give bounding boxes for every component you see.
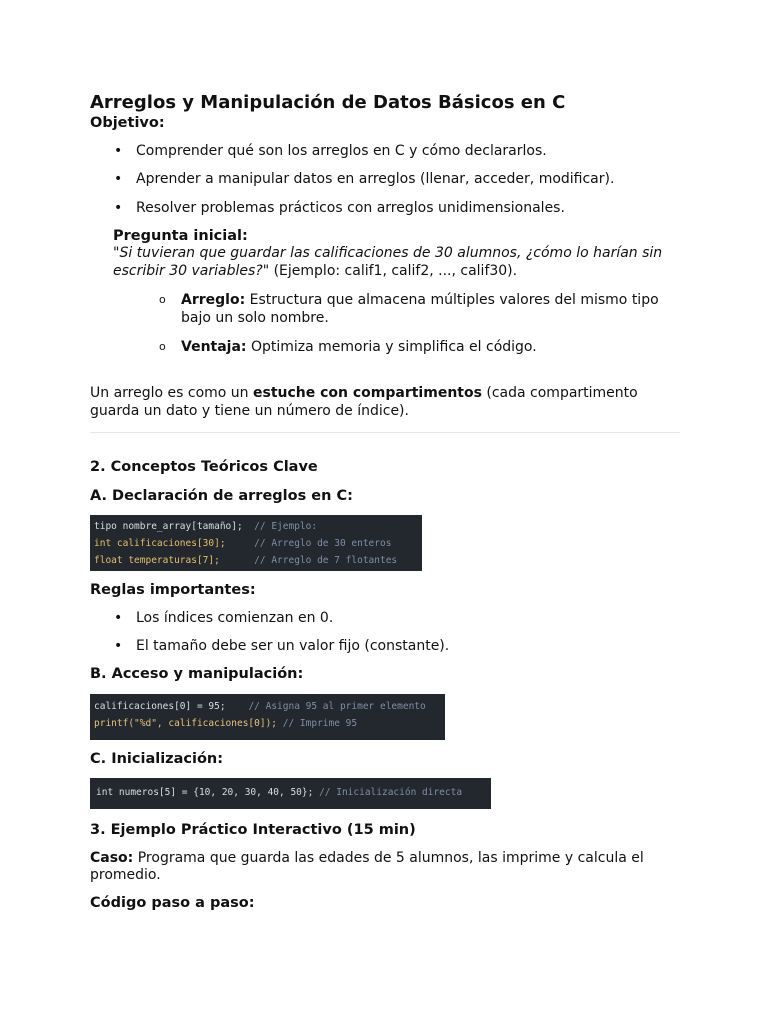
section-c-heading: C. Inicialización:	[90, 751, 224, 767]
pregunta-line-1	[113, 245, 662, 261]
bullet-icon: •	[114, 638, 123, 654]
section-b-heading: B. Acceso y manipulación:	[90, 666, 304, 682]
code-text: int calificaciones[30];	[94, 538, 226, 549]
bullet-icon: •	[114, 200, 123, 216]
circle-bullet-icon: o	[159, 293, 166, 306]
code-comment: // Asigna 95 al primer elemento	[225, 701, 426, 712]
section-a-heading: A. Declaración de arreglos en C:	[90, 488, 353, 504]
sub-item-ventaja	[159, 339, 537, 355]
def-arreglo-line-2: bajo un solo nombre.	[181, 310, 329, 326]
caso-line-2: promedio.	[90, 867, 161, 883]
section-3-heading: 3. Ejemplo Práctico Interactivo (15 min)	[90, 822, 416, 838]
pregunta-example: " (Ejemplo: calif1, calif2, ..., calif30).	[262, 263, 518, 279]
page-title: Arreglos y Manipulación de Datos Básicos en C	[90, 92, 566, 113]
code-text: printf("%d", calificaciones[0]);	[94, 718, 278, 729]
list-item	[114, 610, 334, 626]
pregunta-quote-1: "Si tuvieran que guardar las calificaciones de 30 alumnos, ¿cómo lo harían sin	[113, 245, 663, 261]
pregunta-quote-2: escribir 30 variables?	[113, 263, 263, 279]
list-item	[114, 143, 547, 159]
reglas-heading: Reglas importantes:	[90, 582, 256, 598]
list-item	[114, 638, 450, 654]
analogia-suffix: (cada compartimento	[481, 385, 638, 401]
code-line	[94, 518, 418, 535]
pregunta-label: Pregunta inicial:	[113, 228, 248, 244]
code-text: int numeros[5] = {10, 20, 30, 40, 50};	[96, 787, 314, 798]
list-item	[114, 200, 565, 216]
code-block-declaracion	[90, 515, 422, 571]
pregunta-line-2	[113, 263, 517, 279]
caso-label: Caso:	[90, 850, 134, 866]
code-comment: // Imprime 95	[277, 718, 358, 729]
analogia-bold: estuche con compartimentos	[252, 385, 482, 401]
caso-text: Programa que guarda las edades de 5 alumnos, las imprime y calcula el	[133, 850, 644, 866]
analogia-prefix: Un arreglo es como un	[90, 385, 253, 401]
code-comment: // Arreglo de 30 enteros	[225, 538, 392, 549]
regla-1: Los índices comienzan en 0.	[136, 610, 334, 626]
bullet-icon: •	[114, 171, 123, 187]
def-arreglo-line-1: Estructura que almacena múltiples valores del mismo tipo	[245, 292, 659, 308]
regla-2: El tamaño debe ser un valor fijo (constante).	[136, 638, 450, 654]
objetivo-item-1: Comprender qué son los arreglos en C y cómo declararlos.	[136, 143, 547, 159]
objetivo-label: Objetivo:	[90, 115, 165, 131]
objetivo-item-2: Aprender a manipular datos en arreglos (llenar, acceder, modificar).	[136, 171, 615, 187]
code-text: tipo nombre_array[tamaño];	[94, 521, 243, 532]
code-comment: // Inicialización directa	[313, 787, 463, 798]
code-line	[94, 535, 418, 552]
code-text: float temperaturas[7];	[94, 555, 220, 566]
objetivo-item-3: Resolver problemas prácticos con arreglos unidimensionales.	[136, 200, 565, 216]
list-item	[114, 171, 615, 187]
def-ventaja: Optimiza memoria y simplifica el código.	[246, 339, 537, 355]
code-block-inicializacion	[90, 778, 491, 809]
code-block-acceso	[90, 694, 445, 740]
bullet-icon: •	[114, 610, 123, 626]
divider	[90, 432, 680, 433]
caso-line-1	[90, 850, 644, 866]
section-2-heading: 2. Conceptos Teóricos Clave	[90, 459, 318, 475]
sub-item-arreglo	[159, 292, 659, 308]
code-line	[94, 698, 441, 715]
bullet-icon: •	[114, 143, 123, 159]
code-line	[94, 552, 418, 569]
codigo-heading: Código paso a paso:	[90, 895, 255, 911]
code-text: calificaciones[0] = 95;	[94, 701, 226, 712]
term-arreglo: Arreglo:	[181, 292, 246, 308]
analogia-line-1	[90, 385, 638, 401]
code-line	[94, 715, 441, 732]
analogia-line-2: guarda un dato y tiene un número de índice).	[90, 403, 409, 419]
code-comment: // Arreglo de 7 flotantes	[219, 555, 398, 566]
code-comment: // Ejemplo:	[242, 521, 318, 532]
code-line	[96, 784, 487, 801]
term-ventaja: Ventaja:	[181, 339, 247, 355]
circle-bullet-icon: o	[159, 340, 166, 353]
